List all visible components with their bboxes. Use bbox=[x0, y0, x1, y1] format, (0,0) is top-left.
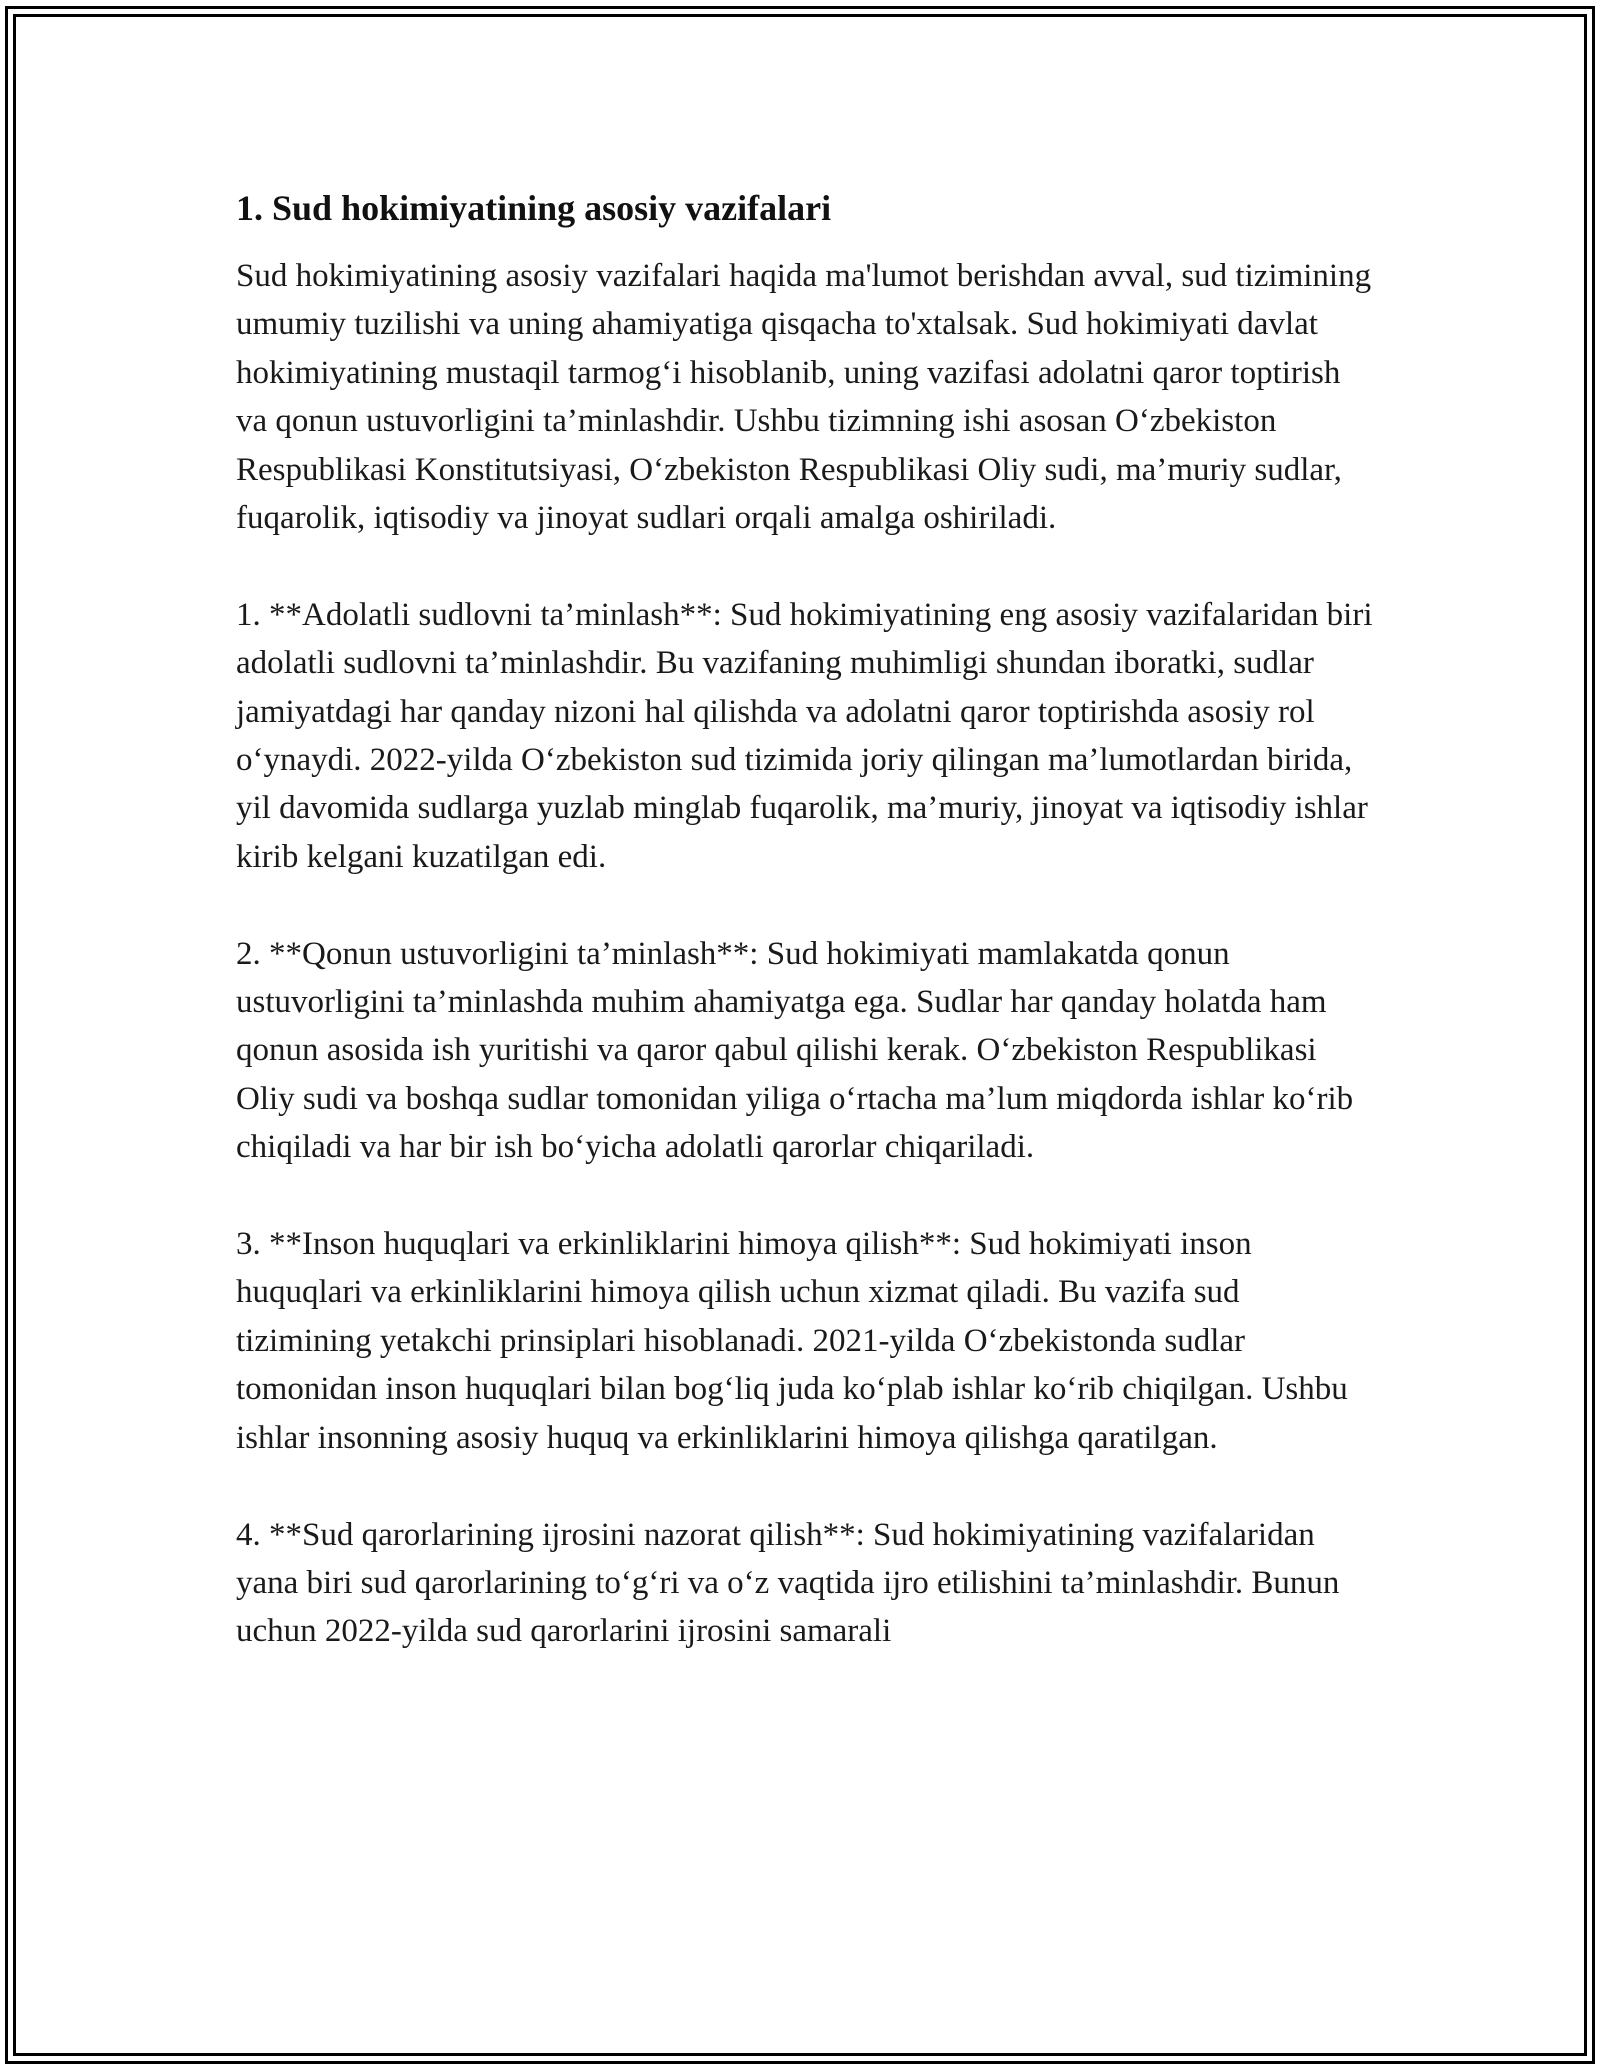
paragraph-item-2: 2. **Qonun ustuvorligini ta’minlash**: Sud hokimiyati mamlakatda qonun ustuvorligini ta’minlashda muhim ahamiyatga ega. Sudlar har qanday holatda ham qonun asosida ish yuritishi va qaror qabul qilishi kerak. O‘zbekiston Respublikasi Oliy sudi va boshqa sudlar tomonidan yiliga o‘rtacha ma’lum miqdorda ishlar ko‘rib chiqiladi va har bir ish bo‘yicha adolatli qarorlar chiqariladi. bbox=[236, 935, 1354, 1166]
paragraph-intro: Sud hokimiyatining asosiy vazifalari haqida ma'lumot berishdan avval, sud tizimining umumiy tuzilishi va uning ahamiyatiga qisqacha to'xtalsak. Sud hokimiyati davlat hokimiyatining mustaqil tarmog‘i hisoblanib, uning vazifasi adolatni qaror toptirish va qonun ustuvorligini ta’minlashdir. Ushbu tizimning ishi asosan O‘zbekiston Respublikasi Konstitutsiyasi, O‘zbekiston Respublikasi Oliy sudi, ma’muriy sudlar, fuqarolik, iqtisodiy va jinoyat sudlari orqali amalga oshiriladi. bbox=[236, 258, 1372, 537]
document-body bbox=[236, 186, 1376, 1704]
paragraph-item-4: 4. **Sud qarorlarining ijrosini nazorat qilish**: Sud hokimiyatining vazifalaridan yana biri sud qarorlarining to‘g‘ri va o‘z vaqtida ijro etilishini ta’minlashdir. Bunun uchun 2022-yilda sud qarorlarini ijrosini samarali bbox=[236, 1516, 1340, 1650]
paragraph-item-1: 1. **Adolatli sudlovni ta’minlash**: Sud hokimiyatining eng asosiy vazifalaridan biri adolatli sudlovni ta’minlashdir. Bu vazifaning muhimligi shundan iboratki, sudlar jamiyatdagi har qanday nizoni hal qilishda va adolatni qaror toptirishda asosiy rol o‘ynaydi. 2022-yilda O‘zbekiston sud tizimida joriy qilingan ma’lumotlardan birida, yil davomida sudlarga yuzlab minglab fuqarolik, ma’muriy, jinoyat va iqtisodiy ishlar kirib kelgani kuzatilgan edi. bbox=[236, 596, 1373, 875]
paragraph-item-3: 3. **Inson huquqlari va erkinliklarini himoya qilish**: Sud hokimiyati inson huquqlari va erkinliklarini himoya qilish uchun xizmat qiladi. Bu vazifa sud tizimining yetakchi prinsiplari hisoblanadi. 2021-yilda O‘zbekistonda sudlar tomonidan inson huquqlari bilan bog‘liq juda ko‘plab ishlar ko‘rib chiqilgan. Ushbu ishlar insonning asosiy huquq va erkinliklarini himoya qilishga qaratilgan. bbox=[236, 1226, 1348, 1456]
section-heading: 1. Sud hokimiyatining asosiy vazifalari bbox=[236, 188, 832, 228]
